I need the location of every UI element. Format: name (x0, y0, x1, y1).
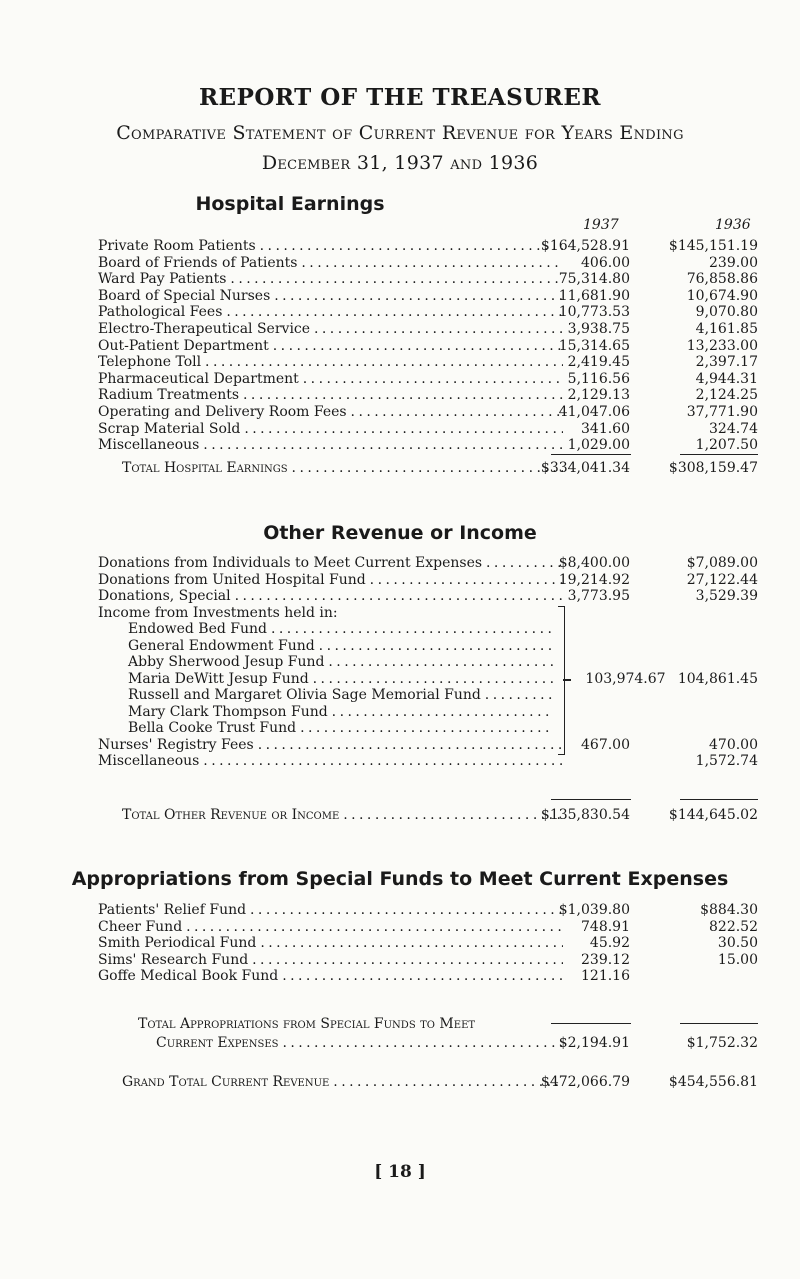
value-1936: 1,207.50 (695, 437, 758, 454)
value-1936: 30.50 (717, 935, 758, 952)
grand-total-row (98, 1074, 758, 1091)
table-row (98, 371, 758, 388)
appropriations-total-label-1: Total Appropriations from Special Funds to Meet (138, 1016, 476, 1032)
table-row (98, 271, 758, 288)
table-row (98, 387, 758, 404)
value-1936: 9,070.80 (695, 304, 758, 321)
table-row (98, 288, 758, 305)
table-row (98, 255, 758, 272)
value-1937: 41,047.06 (558, 404, 630, 420)
row-label: Telephone Toll . . . (98, 354, 563, 371)
row-label: Donations from United Hospital Fund . . . (98, 572, 563, 589)
row-label: Smith Periodical Fund . . . (98, 935, 563, 952)
row-label: Maria DeWitt Jesup Fund . . . (98, 671, 553, 688)
value-1937: 1,029.00 (567, 437, 630, 454)
table-row (98, 704, 758, 721)
hospital-earnings-heading: Hospital Earnings (195, 193, 385, 215)
other-total-row (98, 807, 758, 824)
value-1936: 76,858.86 (686, 271, 758, 288)
value-1936: 1,572.74 (695, 753, 758, 769)
report-title: REPORT OF THE TREASURER (198, 84, 602, 111)
row-label: Scrap Material Sold . . . (98, 421, 563, 438)
table-row (98, 421, 758, 438)
row-label: Cheer Fund . . . (98, 919, 563, 936)
value-1936: 2,124.25 (695, 387, 758, 404)
row-label: Patients' Relief Fund . . . (98, 902, 563, 919)
row-label: Operating and Delivery Room Fees . . . (98, 404, 563, 421)
table-row (98, 555, 758, 572)
value-1936: 27,122.44 (686, 571, 758, 588)
value-1936: $7,089.00 (686, 555, 758, 571)
page-number: [ 18 ] (374, 1162, 426, 1182)
value-1936: $884.30 (700, 902, 758, 918)
table-row (98, 238, 758, 255)
value-1937: 239.12 (581, 951, 630, 968)
value-1937: 2,129.13 (567, 387, 630, 404)
table-row (98, 720, 758, 737)
report-subtitle-line2: December 31, 1937 and 1936 (261, 152, 539, 174)
table-row (98, 737, 758, 754)
other-total-1936: $144,645.02 (668, 807, 758, 823)
value-1936: 4,944.31 (695, 370, 758, 387)
investments-1936: 104,861.45 (677, 671, 758, 687)
appropriations-total-line1-row (98, 1016, 758, 1033)
appropriations-total-1936: $1,752.32 (686, 1035, 758, 1051)
value-1937: 75,314.80 (558, 271, 630, 288)
row-label: Mary Clark Thompson Fund . . . (98, 704, 553, 721)
other-total-rule-1936 (680, 799, 758, 800)
report-subtitle-line1: Comparative Statement of Current Revenue for Years Ending (116, 122, 684, 144)
hospital-total-label: Total Hospital Earnings . . . (98, 460, 563, 477)
value-1936: 15.00 (717, 951, 758, 968)
table-row (98, 588, 758, 605)
table-row (98, 354, 758, 371)
value-1937: $8,400.00 (558, 555, 630, 571)
table-row (98, 621, 758, 638)
row-label: Electro-Therapeutical Service . . . (98, 321, 563, 338)
value-1937: 748.91 (581, 918, 630, 935)
value-1936: 239.00 (709, 254, 758, 271)
table-row (98, 687, 758, 704)
value-1937: 2,419.45 (567, 354, 630, 371)
row-label: Endowed Bed Fund . . . (98, 621, 553, 638)
row-label: Pathological Fees . . . (98, 304, 563, 321)
row-label: Ward Pay Patients . . . (98, 271, 563, 288)
table-row (98, 304, 758, 321)
year-1936-header: 1936 (715, 217, 751, 233)
approp-total-rule-1937 (551, 1023, 631, 1024)
row-label: Private Room Patients . . . (98, 238, 563, 255)
grand-total-1937: $472,066.79 (540, 1074, 630, 1090)
table-row (98, 654, 758, 671)
table-row (98, 437, 758, 454)
value-1936: 822.52 (709, 918, 758, 935)
hospital-total-row (98, 460, 758, 477)
other-total-rule-1937 (551, 799, 631, 800)
row-label: Miscellaneous . . . (98, 753, 563, 770)
value-1937: 11,681.90 (558, 287, 630, 304)
value-1936: 470.00 (709, 736, 758, 753)
appropriations-total-label-2: Current Expenses . . . (98, 1035, 563, 1052)
row-label: Donations from Individuals to Meet Current Expenses . . . (98, 555, 563, 572)
table-row (98, 638, 758, 655)
value-1936: 37,771.90 (686, 404, 758, 420)
value-1937: 3,773.95 (567, 588, 630, 604)
appropriations-heading: Appropriations from Special Funds to Meet Current Expenses (71, 868, 729, 890)
value-1936: 10,674.90 (686, 287, 758, 304)
row-label: Sims' Research Fund . . . (98, 952, 563, 969)
other-total-label: Total Other Revenue or Income . . . (98, 807, 563, 824)
table-row (98, 321, 758, 338)
table-row (98, 338, 758, 355)
row-label: General Endowment Fund . . . (98, 638, 553, 655)
table-row (98, 919, 758, 936)
value-1937: 3,938.75 (567, 321, 630, 337)
row-label: Bella Cooke Trust Fund . . . (98, 720, 553, 737)
grand-total-label: Grand Total Current Revenue . . . (98, 1074, 563, 1091)
value-1937: $164,528.91 (540, 238, 630, 254)
hospital-total-rule-1936 (680, 454, 758, 455)
year-1937-header: 1937 (583, 217, 619, 233)
row-label: Russell and Margaret Olivia Sage Memorial Fund . . . (98, 687, 553, 704)
row-label: Goffe Medical Book Fund . . . (98, 968, 563, 985)
value-1936: 324.74 (709, 420, 758, 437)
value-1936: $145,151.19 (668, 238, 758, 254)
value-1936: 13,233.00 (686, 337, 758, 354)
row-label: Board of Friends of Patients . . . (98, 255, 563, 272)
table-row (98, 968, 758, 985)
row-label: Abby Sherwood Jesup Fund . . . (98, 654, 553, 671)
table-row (98, 753, 758, 770)
value-1937: 5,116.56 (567, 370, 630, 387)
row-label: Pharmaceutical Department . . . (98, 371, 563, 388)
table-row (98, 572, 758, 589)
value-1936: 4,161.85 (695, 321, 758, 337)
row-label: Nurses' Registry Fees . . . (98, 737, 563, 754)
grand-total-1936: $454,556.81 (668, 1074, 758, 1090)
value-1936: 3,529.39 (695, 588, 758, 604)
value-1937: 121.16 (581, 968, 630, 985)
value-1937: 15,314.65 (558, 337, 630, 354)
hospital-total-rule-1937 (551, 454, 631, 455)
row-label: Radium Treatments . . . (98, 387, 563, 404)
approp-total-rule-1936 (680, 1023, 758, 1024)
table-row (98, 902, 758, 919)
value-1937: 19,214.92 (558, 571, 630, 588)
row-label: Donations, Special . . . (98, 588, 563, 605)
investments-label: Income from Investments held in: (98, 604, 338, 621)
table-row (98, 935, 758, 952)
value-1937: 10,773.53 (558, 304, 630, 321)
appropriations-total-1937: $2,194.91 (558, 1035, 630, 1051)
value-1936: 2,397.17 (695, 354, 758, 371)
investments-1937: 103,974.67 (585, 671, 666, 687)
value-1937: $1,039.80 (558, 902, 630, 918)
investments-brace (558, 606, 565, 755)
value-1937: 341.60 (581, 420, 630, 437)
other-total-1937: $135,830.54 (540, 807, 630, 823)
appropriations-total-row (98, 1035, 758, 1052)
investments-label-row (98, 605, 758, 622)
value-1937: 406.00 (581, 254, 630, 271)
hospital-total-1937: $334,041.34 (540, 460, 630, 476)
row-label: Out-Patient Department . . . (98, 338, 563, 355)
value-1937: 45.92 (589, 935, 630, 952)
hospital-total-1936: $308,159.47 (668, 460, 758, 476)
table-row (98, 952, 758, 969)
other-revenue-heading: Other Revenue or Income (263, 522, 537, 544)
row-label: Board of Special Nurses . . . (98, 288, 563, 305)
row-label: Miscellaneous . . . (98, 437, 563, 454)
table-row (98, 404, 758, 421)
value-1937: 467.00 (581, 736, 630, 753)
